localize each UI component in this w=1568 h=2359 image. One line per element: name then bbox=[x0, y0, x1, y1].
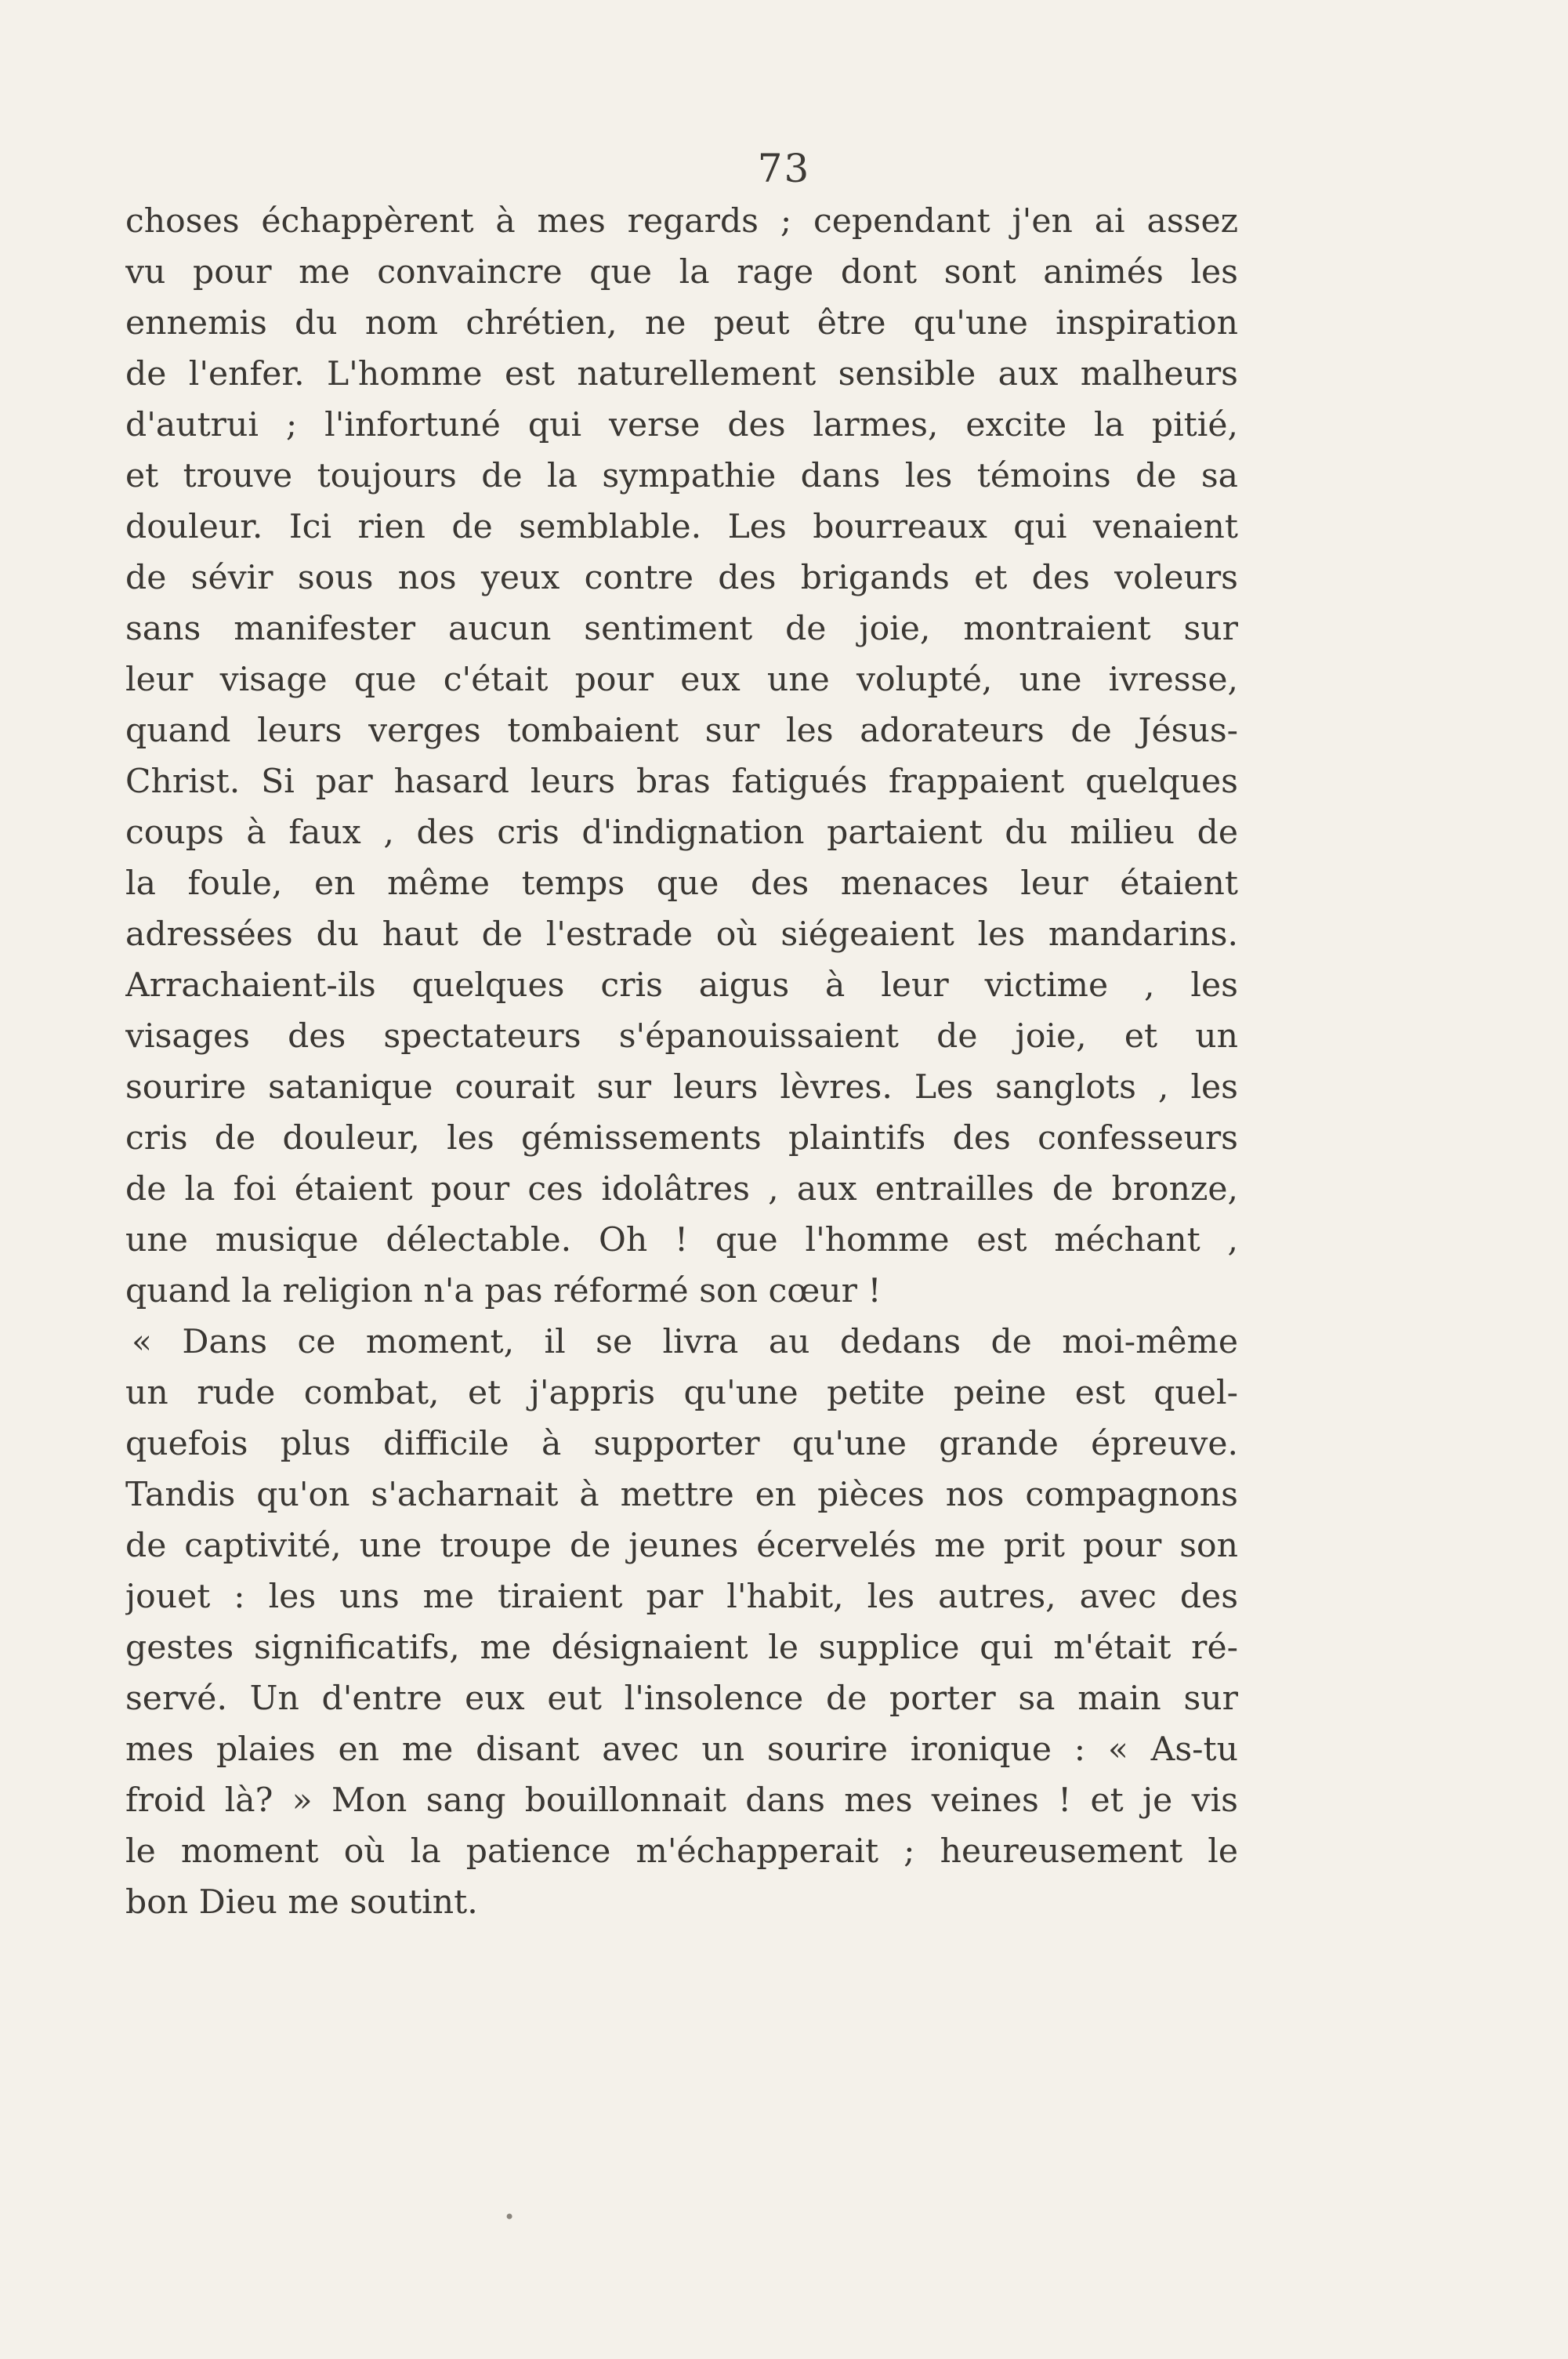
text-line: la foule, en même temps que des menaces leur étaient bbox=[125, 864, 1238, 903]
text-line: vu pour me convaincre que la rage dont sont animés les bbox=[125, 253, 1238, 292]
text-line: sans manifester aucun sentiment de joie, montraient sur bbox=[125, 610, 1238, 648]
text-line: adressées du haut de l'estrade où siégeaient les mandarins. bbox=[125, 915, 1238, 954]
text-line: quand leurs verges tombaient sur les adorateurs de Jésus- bbox=[125, 712, 1238, 750]
text-line: bon Dieu me soutint. bbox=[125, 1883, 478, 1922]
text-line: quefois plus difficile à supporter qu'une grande épreuve. bbox=[125, 1425, 1238, 1463]
text-line: d'autrui ; l'infortuné qui verse des larmes, excite la pitié, bbox=[125, 406, 1238, 444]
text-line: choses échappèrent à mes regards ; cependant j'en ai assez bbox=[125, 202, 1238, 241]
text-line: le moment où la patience m'échapperait ; heureusement le bbox=[125, 1832, 1238, 1871]
text-line: gestes significatifs, me désignaient le supplice qui m'était ré- bbox=[125, 1629, 1238, 1667]
text-line: de l'enfer. L'homme est naturellement sensible aux malheurs bbox=[125, 355, 1238, 393]
text-line: ennemis du nom chrétien, ne peut être qu'une inspiration bbox=[125, 304, 1238, 342]
text-line: visages des spectateurs s'épanouissaient de joie, et un bbox=[125, 1017, 1238, 1056]
text-line: douleur. Ici rien de semblable. Les bourreaux qui venaient bbox=[125, 508, 1238, 546]
paragraph bbox=[125, 196, 1238, 1317]
page-number: 73 bbox=[757, 146, 811, 191]
body-text bbox=[125, 196, 1238, 1928]
text-line: leur visage que c'était pour eux une volupté, une ivresse, bbox=[125, 661, 1238, 699]
text-line: mes plaies en me disant avec un sourire ironique : « As-tu bbox=[125, 1730, 1238, 1769]
text-line: froid là? » Mon sang bouillonnait dans mes veines ! et je vis bbox=[125, 1781, 1238, 1820]
text-line: un rude combat, et j'appris qu'une petite peine est quel- bbox=[125, 1374, 1238, 1412]
text-line: et trouve toujours de la sympathie dans les témoins de sa bbox=[125, 457, 1238, 495]
text-line: de captivité, une troupe de jeunes écervelés me prit pour son bbox=[125, 1527, 1238, 1565]
text-line: Christ. Si par hasard leurs bras fatigués frappaient quelques bbox=[125, 763, 1238, 801]
footer-mark: • bbox=[504, 2206, 516, 2228]
text-line: une musique délectable. Oh ! que l'homme est méchant , bbox=[125, 1221, 1238, 1259]
text-line: de la foi étaient pour ces idolâtres , aux entrailles de bronze, bbox=[125, 1170, 1238, 1208]
text-line: Arrachaient-ils quelques cris aigus à leur victime , les bbox=[125, 966, 1238, 1005]
text-line: jouet : les uns me tiraient par l'habit, les autres, avec des bbox=[125, 1578, 1238, 1616]
text-line: servé. Un d'entre eux eut l'insolence de porter sa main sur bbox=[125, 1680, 1238, 1718]
text-line: de sévir sous nos yeux contre des brigands et des voleurs bbox=[125, 559, 1238, 597]
text-line: coups à faux , des cris d'indignation partaient du milieu de bbox=[125, 814, 1238, 852]
text-line: cris de douleur, les gémissements plaintifs des confesseurs bbox=[125, 1119, 1238, 1158]
text-line: sourire satanique courait sur leurs lèvres. Les sanglots , les bbox=[125, 1068, 1238, 1107]
paragraph bbox=[125, 1317, 1238, 1928]
text-line: « Dans ce moment, il se livra au dedans de moi-même bbox=[132, 1323, 1238, 1361]
text-line: Tandis qu'on s'acharnait à mettre en pièces nos compagnons bbox=[125, 1476, 1238, 1514]
text-line: quand la religion n'a pas réformé son cœur ! bbox=[125, 1272, 882, 1310]
